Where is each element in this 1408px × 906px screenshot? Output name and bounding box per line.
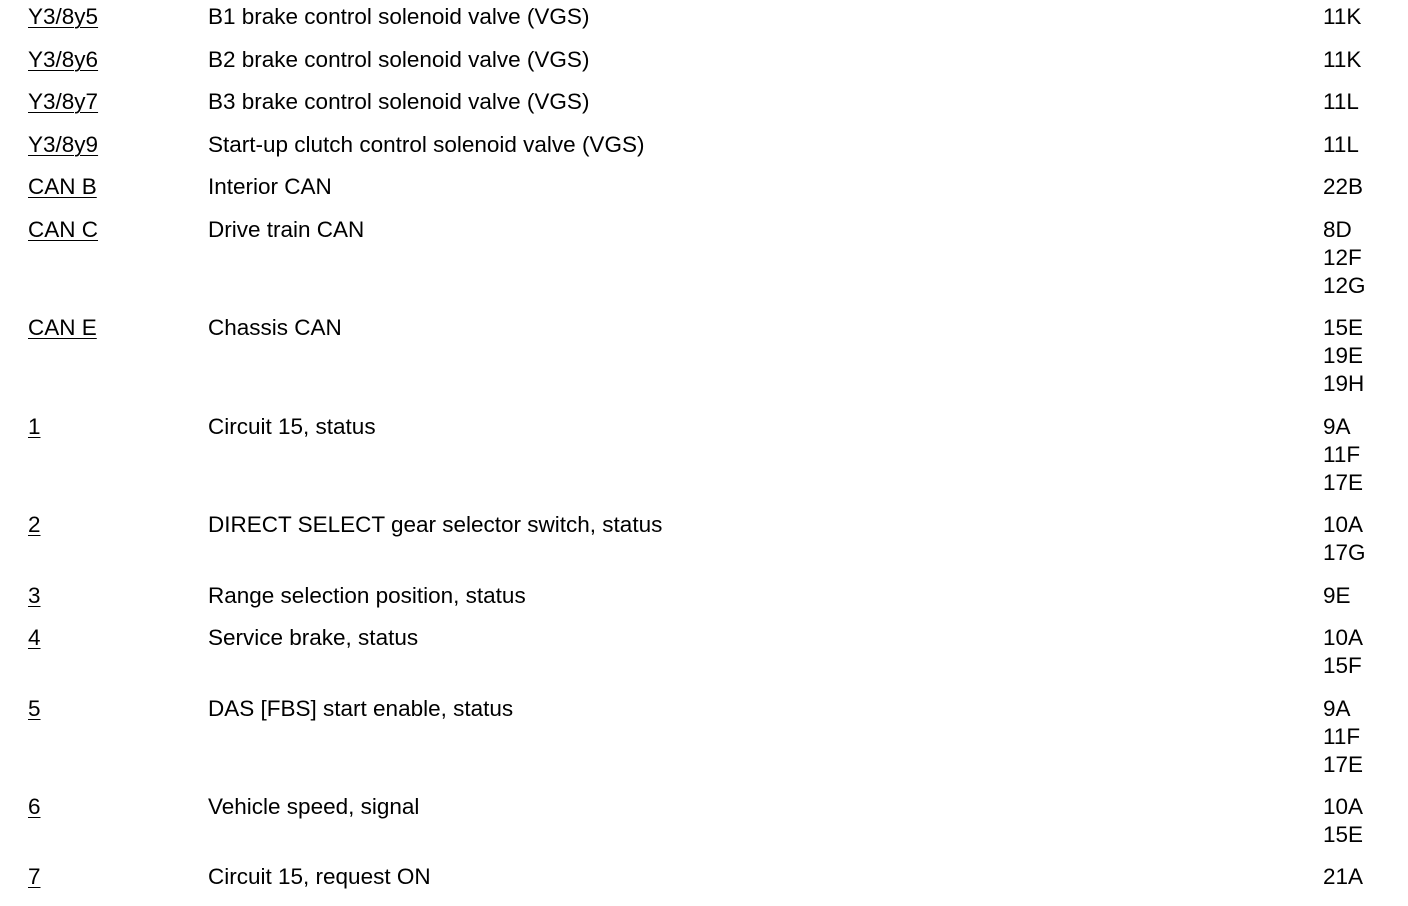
grid-reference: 9A [1323, 414, 1351, 439]
component-description: B1 brake control solenoid valve (VGS) [208, 4, 590, 29]
component-description: Start-up clutch control solenoid valve (VGS) [208, 132, 645, 157]
grid-reference: 10A [1323, 625, 1364, 650]
component-description: B3 brake control solenoid valve (VGS) [208, 89, 590, 114]
component-code-link[interactable]: 2 [28, 512, 41, 537]
component-code-link[interactable]: Y3/8y6 [28, 47, 99, 72]
grid-reference-list [1323, 173, 1363, 201]
grid-reference: 8D [1323, 217, 1352, 242]
component-code-link[interactable]: 4 [28, 625, 41, 650]
grid-reference-list [1323, 46, 1361, 74]
component-description: Circuit 15, status [208, 414, 376, 439]
grid-reference: 11L [1323, 132, 1359, 157]
grid-reference-list [1323, 511, 1366, 567]
grid-reference: 15E [1323, 315, 1364, 340]
grid-reference-list [1323, 582, 1351, 610]
grid-reference: 11K [1323, 47, 1362, 72]
grid-reference: 12F [1323, 245, 1362, 271]
component-code-link[interactable]: Y3/8y7 [28, 89, 99, 114]
grid-reference: 11K [1323, 4, 1362, 29]
component-description: DIRECT SELECT gear selector switch, status [208, 512, 663, 537]
component-code-link[interactable]: 6 [28, 794, 41, 819]
grid-reference: 17G [1323, 540, 1366, 566]
grid-reference: 10A [1323, 512, 1364, 537]
component-code-link[interactable]: 5 [28, 696, 41, 721]
grid-reference: 21A [1323, 864, 1364, 889]
grid-reference: 17E [1323, 470, 1364, 496]
component-code-link[interactable]: CAN B [28, 174, 97, 199]
grid-reference: 11L [1323, 89, 1359, 114]
grid-reference: 9A [1323, 696, 1351, 721]
component-code-link[interactable]: Y3/8y9 [28, 132, 99, 157]
component-description: DAS [FBS] start enable, status [208, 696, 514, 721]
grid-reference-list [1323, 413, 1363, 498]
grid-reference: 22B [1323, 174, 1364, 199]
component-code-link[interactable]: 7 [28, 864, 41, 889]
grid-reference-list [1323, 131, 1359, 159]
grid-reference: 9E [1323, 583, 1351, 608]
component-code-link[interactable]: CAN C [28, 217, 99, 242]
component-description: Drive train CAN [208, 217, 365, 242]
grid-reference-list [1323, 624, 1363, 680]
grid-reference-list [1323, 793, 1363, 849]
grid-reference-list [1323, 863, 1363, 891]
grid-reference-list [1323, 216, 1366, 301]
component-code-link[interactable]: Y3/8y5 [28, 4, 99, 29]
component-description: Circuit 15, request ON [208, 864, 431, 889]
grid-reference: 11F [1323, 442, 1361, 468]
component-description: Vehicle speed, signal [208, 794, 420, 819]
grid-reference: 15E [1323, 822, 1364, 848]
component-code-link[interactable]: CAN E [28, 315, 97, 340]
grid-reference: 17E [1323, 752, 1364, 778]
grid-reference: 11F [1323, 724, 1361, 750]
component-description: B2 brake control solenoid valve (VGS) [208, 47, 590, 72]
component-description: Chassis CAN [208, 315, 342, 340]
grid-reference-list [1323, 695, 1363, 780]
grid-reference: 12G [1323, 273, 1366, 299]
component-code-link[interactable]: 3 [28, 583, 41, 608]
component-description: Interior CAN [208, 174, 332, 199]
component-code-link[interactable]: 1 [28, 414, 41, 439]
grid-reference-list [1323, 3, 1361, 31]
grid-reference: 19E [1323, 343, 1364, 369]
grid-reference: 10A [1323, 794, 1364, 819]
grid-reference: 19H [1323, 371, 1365, 397]
component-description: Service brake, status [208, 625, 419, 650]
grid-reference-list [1323, 314, 1364, 399]
grid-reference-list [1323, 88, 1359, 116]
grid-reference: 15F [1323, 653, 1362, 679]
component-description: Range selection position, status [208, 583, 526, 608]
